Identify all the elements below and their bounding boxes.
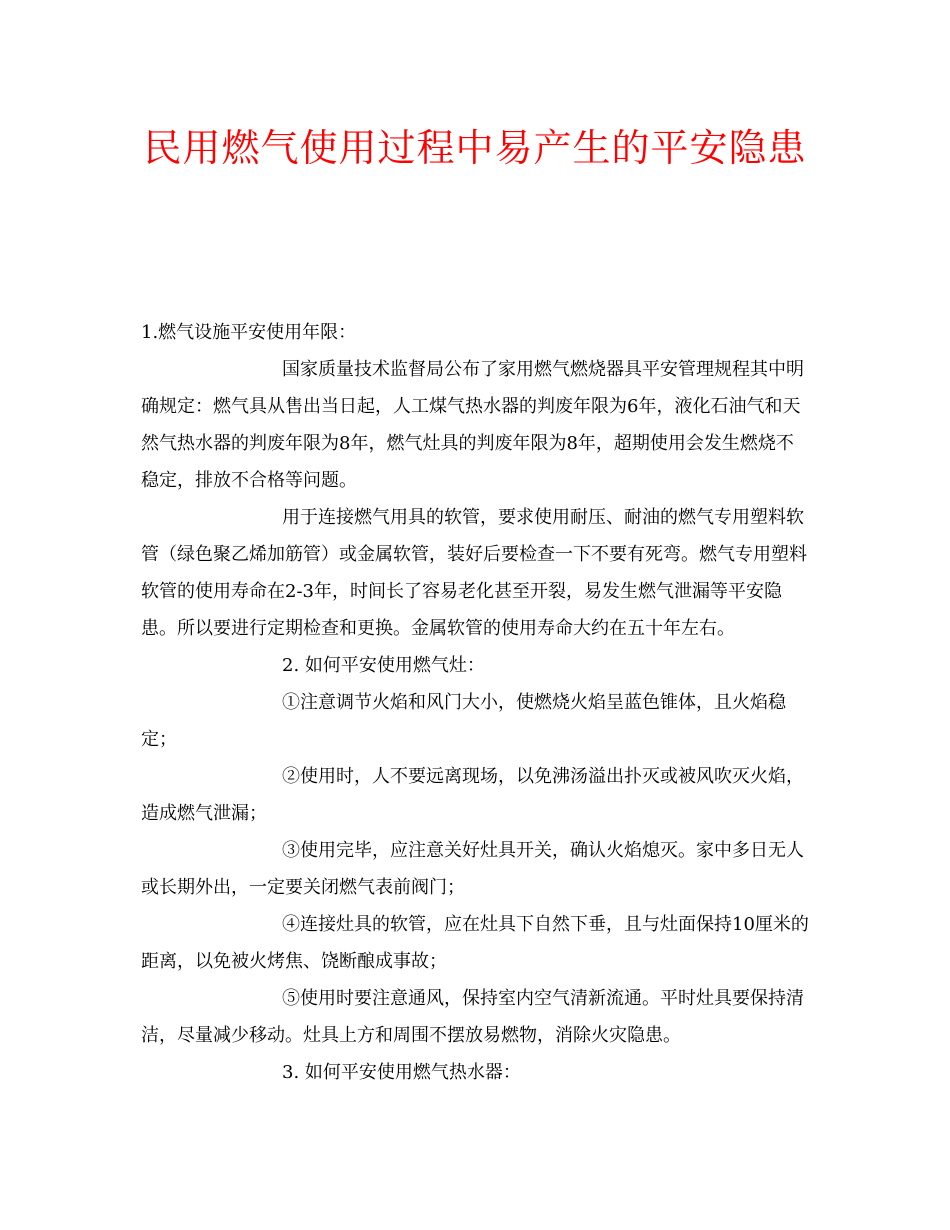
paragraph-stove-tip-2: ②使用时，人不要远离现场，以免沸汤溢出扑灭或被风吹灭火焰，造成燃气泄漏； bbox=[141, 766, 804, 824]
paragraph-section-3-heading: 3. 如何平安使用燃气热水器： bbox=[282, 1062, 521, 1083]
paragraph-stove-tip-5: ⑤使用时要注意通风，保持室内空气清新流通。平时灶具要保持清洁，尽量减少移动。灶具上方和周围不摆放易燃物，消除火灾隐患。 bbox=[141, 988, 804, 1046]
paragraph-stove-tip-3: ③使用完毕，应注意关好灶具开关，确认火焰熄灭。家中多日无人或长期外出，一定要关闭燃气表前阀门； bbox=[141, 840, 804, 898]
paragraph-stove-tip-4: ④连接灶具的软管，应在灶具下自然下垂，且与灶面保持10厘米的距离，以免被火烤焦、饶断酿成事故； bbox=[141, 914, 809, 972]
paragraph-section-2-heading: 2. 如何平安使用燃气灶： bbox=[282, 655, 485, 676]
document-body bbox=[141, 314, 811, 1091]
paragraph-section-1-heading: 1.燃气设施平安使用年限： bbox=[141, 322, 357, 343]
paragraph-hose-requirements: 用于连接燃气用具的软管，要求使用耐压、耐油的燃气专用塑料软管（绿色聚乙烯加筋管）或金属软管，装好后要检查一下不要有死弯。燃气专用塑料软管的使用寿命在2-3年，时间长了容易老化甚至开裂，易发生燃气泄漏等平安隐患。所以要进行定期检查和更换。金属软管的使用寿命大约在五十年左右。 bbox=[141, 507, 807, 639]
document-title: 民用燃气使用过程中易产生的平安隐患 bbox=[143, 126, 807, 170]
paragraph-lifespan-rules: 国家质量技术监督局公布了家用燃气燃烧器具平安管理规程其中明确规定：燃气具从售出当日起，人工煤气热水器的判废年限为6年，液化石油气和天然气热水器的判废年限为8年，燃气灶具的判废年限为8年，超期使用会发生燃烧不稳定，排放不合格等问题。 bbox=[141, 359, 804, 491]
paragraph-stove-tip-1: ①注意调节火焰和风门大小，使燃烧火焰呈蓝色锥体，且火焰稳定； bbox=[141, 692, 786, 750]
